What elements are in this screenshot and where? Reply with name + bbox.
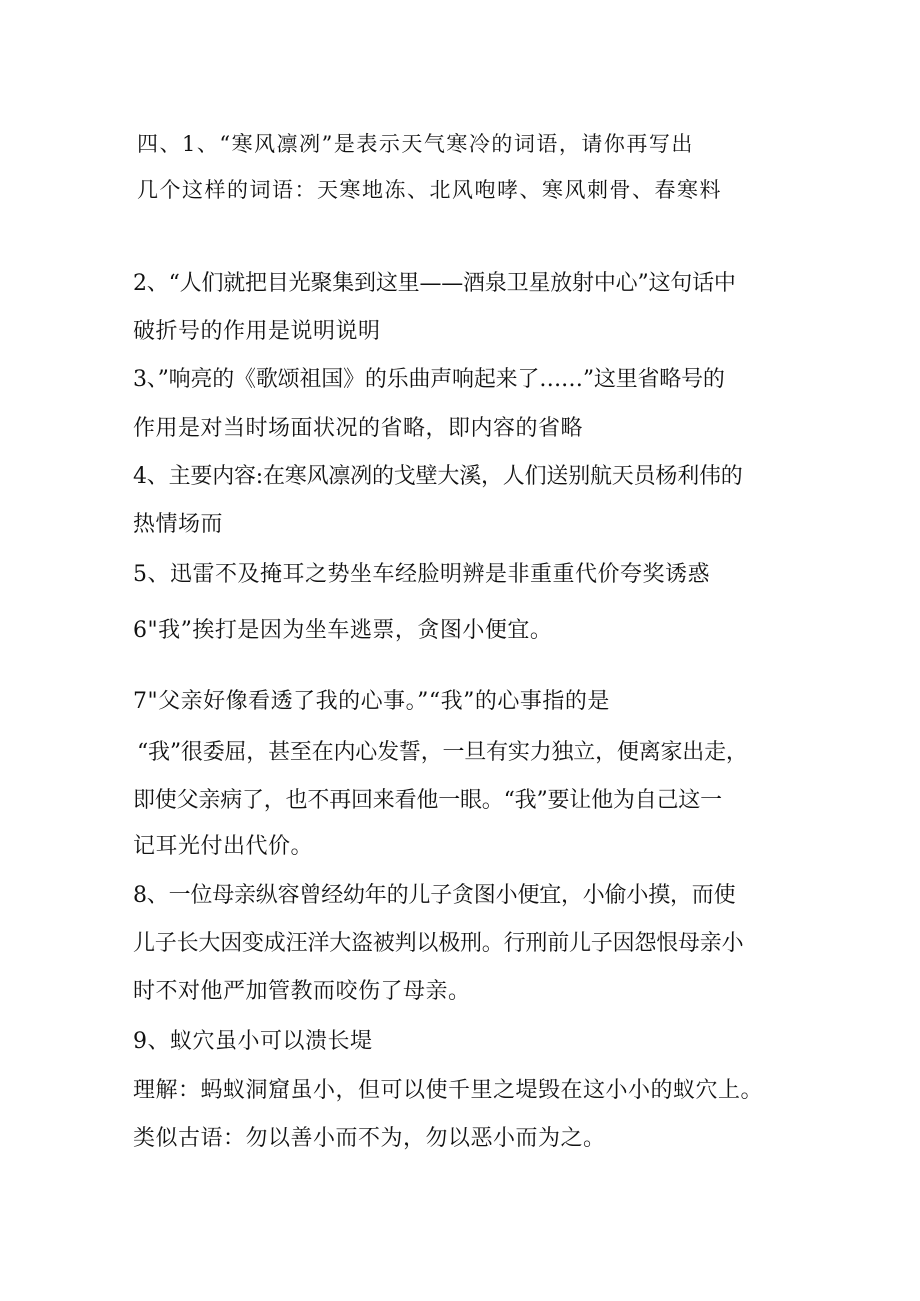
q4-1-line-1: 四、1、“寒风凛冽”是表示天气寒冷的词语，请你再写出 <box>137 132 694 156</box>
q6-line: 6"我”挨打是因为坐车逃票，贪图小便宜。 <box>133 618 553 643</box>
q7-line-4: 记耳光付出代价。 <box>133 834 314 859</box>
q8-line-1: 8、一位母亲纵容曾经幼年的儿子贪图小便宜，小偷小摸，而使 <box>133 883 736 908</box>
q5-line: 5、迅雷不及掩耳之势坐车经脸明辨是非重重代价夸奖诱惑 <box>133 562 710 587</box>
q3-line-1: 3、”响亮的《歌颂祖国》的乐曲声响起来了……”这里省略号的 <box>133 367 725 392</box>
q3-line-2: 作用是对当时场面状况的省略，即内容的省略 <box>133 416 584 441</box>
q8-line-3: 时不对他严加管教而咬伤了母亲。 <box>133 979 471 1004</box>
q7-line-2: “我”很委屈，甚至在内心发誓，一旦有实力独立，便离家出走， <box>137 740 748 765</box>
q4-1-line-2: 几个这样的词语：天寒地冻、北风咆哮、寒风刺骨、春寒料 <box>137 178 722 202</box>
q9-line: 9、蚁穴虽小可以溃长堤 <box>133 1029 373 1054</box>
q2-line-2: 破折号的作用是说明说明 <box>133 319 381 344</box>
q8-line-2: 儿子长大因变成汪洋大盗被判以极刑。行刑前儿子因怨恨母亲小 <box>133 931 744 956</box>
q4-line-2: 热情场而 <box>133 512 224 537</box>
q7-line-3: 即使父亲病了，也不再回来看他一眼。“我”要让他为自己这一 <box>133 788 722 813</box>
q2-line-1: 2、“人们就把目光聚集到这里——酒泉卫星放射中心”这句话中 <box>133 271 736 296</box>
q4-line-1: 4、主要内容:在寒风凛冽的戈壁大溪，人们送别航天员杨利伟的 <box>133 464 743 489</box>
q9-understanding-line: 理解：蚂蚁洞窟虽小，但可以使千里之堤毁在这小小的蚁穴上。 <box>133 1078 764 1103</box>
q7-line-1: 7"父亲好像看透了我的心事。”“我”的心事指的是 <box>133 689 610 714</box>
q9-proverb-line: 类似古语：勿以善小而不为，勿以恶小而为之。 <box>133 1126 606 1151</box>
